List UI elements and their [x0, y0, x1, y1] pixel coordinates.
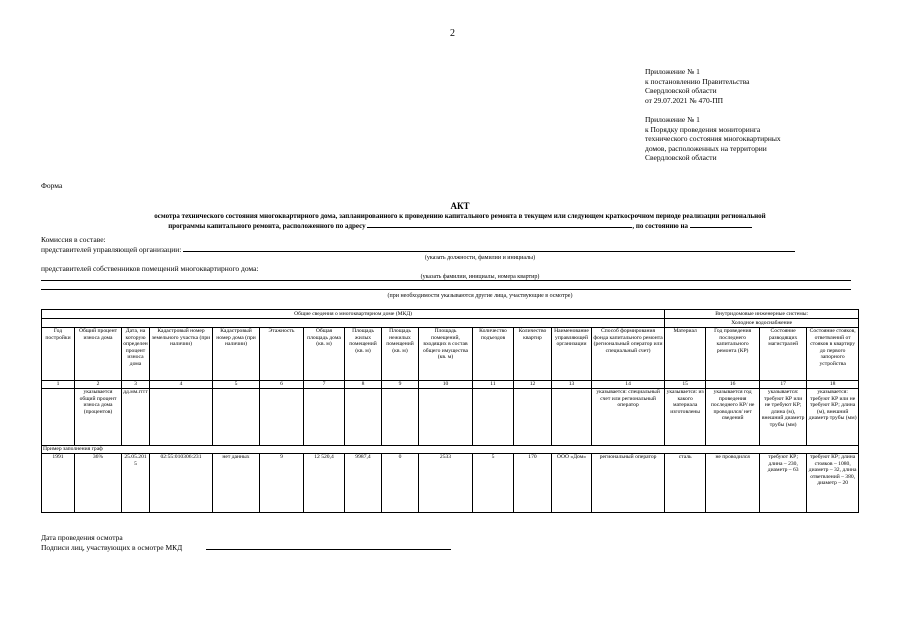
column-number: 16 — [706, 381, 760, 389]
description-cell — [150, 389, 213, 446]
column-number: 9 — [382, 381, 419, 389]
appendix-line: от 29.07.2021 № 470-ПП — [645, 95, 724, 105]
column-number: 11 — [473, 381, 514, 389]
column-header: Год постройки — [42, 328, 75, 381]
org-representatives-label: представителей управляющей организации: — [41, 245, 182, 254]
example-cell: 36% — [75, 454, 122, 513]
inspection-date-label: Дата проведения осмотра — [41, 533, 123, 542]
description-cell — [473, 389, 514, 446]
description-cell: указывается: специальный счет или региональный оператор — [592, 389, 665, 446]
column-header: Количество квартир — [514, 328, 552, 381]
other-persons-hint: (при необходимости указываются другие лица, участвующие в осмотре) — [387, 293, 573, 299]
example-row — [42, 454, 859, 513]
column-number: 12 — [514, 381, 552, 389]
description-cell — [42, 389, 75, 446]
appendix-line: к постановлению Правительства — [645, 76, 750, 86]
description-cell — [419, 389, 473, 446]
column-header: Площадь помещений, входящих в состав общего имущества (кв. м) — [419, 328, 473, 381]
org-representatives-field[interactable] — [183, 251, 795, 252]
column-header: Кадастровый номер земельного участка (при наличии) — [150, 328, 213, 381]
description-cell: указывается: требуют КР или не требуют КР; длина (м), внешний диаметр трубы (мм) — [760, 389, 807, 446]
subgroup-cold-water-header: Холодное водоснабжение — [665, 319, 859, 328]
act-subtitle-address-label: программы капитального ремонта, расположенного по адресу — [168, 221, 366, 230]
column-header: Способ формирования фонда капитального ремонта (региональный оператор или специальный счет) — [592, 328, 665, 381]
column-header: Площадь жилых помещений (кв. м) — [345, 328, 382, 381]
column-header: Общая площадь дома (кв. м) — [304, 328, 345, 381]
description-cell — [213, 389, 260, 446]
description-cell — [514, 389, 552, 446]
column-number-row — [42, 381, 859, 389]
appendix-block — [645, 67, 885, 163]
group-systems-header: Внутридомовые инженерные системы: — [665, 310, 859, 319]
column-header: Общий процент износа дома — [75, 328, 122, 381]
column-header: Дата, на которую определен процент износа дома — [122, 328, 150, 381]
example-cell: 25.05.2015 — [122, 454, 150, 513]
owners-representatives-hint: (указать фамилии, инициалы, номера квартир) — [420, 274, 540, 280]
act-subtitle-date-label: , по состоянию на — [632, 221, 689, 230]
column-header: Состояние разводящих магистралей — [760, 328, 807, 381]
address-field[interactable] — [367, 227, 632, 228]
column-number: 15 — [665, 381, 706, 389]
description-cell — [304, 389, 345, 446]
column-header: Состояние стояков, ответвлений от стояков в квартиру до первого запорного устройства — [807, 328, 859, 381]
column-number: 6 — [260, 381, 304, 389]
signatures-label: Подписи лиц, участвующих в осмотре МКД — [41, 543, 183, 552]
column-number: 14 — [592, 381, 665, 389]
column-number: 7 — [304, 381, 345, 389]
act-subtitle — [40, 212, 880, 231]
column-header: Наименование управляющей организации — [552, 328, 592, 381]
example-cell: 1991 — [42, 454, 75, 513]
example-cell: требуют КР; длина стояков – 1080, диаметр – 32, длина ответвлений – 380, диаметр – 20 — [807, 454, 859, 513]
example-cell: сталь — [665, 454, 706, 513]
description-row — [42, 389, 859, 446]
org-representatives-hint: (указать должности, фамилии и инициалы) — [424, 255, 536, 261]
description-cell — [382, 389, 419, 446]
column-number: 4 — [150, 381, 213, 389]
act-subtitle-line-2 — [40, 222, 880, 232]
column-number: 5 — [213, 381, 260, 389]
column-header: Этажность — [260, 328, 304, 381]
date-field[interactable] — [690, 227, 752, 228]
owners-representatives-field[interactable] — [41, 280, 851, 281]
example-cell: 9 — [260, 454, 304, 513]
description-cell: указывается: требуют КР или не требуют КР; длина (м), внешний диаметр трубы (мм) — [807, 389, 859, 446]
other-persons-field[interactable] — [41, 289, 851, 290]
description-cell: указывается общий процент износа дома (процентов) — [75, 389, 122, 446]
example-cell: 9987,4 — [345, 454, 382, 513]
column-header: Количество подъездов — [473, 328, 514, 381]
signatures-row — [41, 543, 451, 552]
example-cell: нет данных — [213, 454, 260, 513]
column-number: 8 — [345, 381, 382, 389]
example-cell: 0 — [382, 454, 419, 513]
example-label: Пример заполнения граф — [42, 446, 859, 454]
appendix-line: Свердловской области — [645, 153, 717, 162]
example-cell: не проводился — [706, 454, 760, 513]
column-number: 2 — [75, 381, 122, 389]
appendix-line: Приложение № 1 — [645, 115, 700, 124]
column-number: 1 — [42, 381, 75, 389]
form-label: Форма — [41, 181, 63, 190]
example-cell: 2533 — [419, 454, 473, 513]
example-cell: региональный оператор — [592, 454, 665, 513]
group-general-spacer — [42, 319, 665, 328]
description-cell: дд.мм.гггг — [122, 389, 150, 446]
description-cell — [345, 389, 382, 446]
column-header: Площадь нежилых помещений (кв. м) — [382, 328, 419, 381]
column-number: 3 — [122, 381, 150, 389]
column-number: 17 — [760, 381, 807, 389]
example-label-row — [42, 446, 859, 454]
column-number: 18 — [807, 381, 859, 389]
appendix-line: технического состояния многоквартирных — [645, 134, 781, 143]
signatures-field[interactable] — [206, 549, 451, 550]
example-cell: 5 — [473, 454, 514, 513]
page-number: 2 — [450, 28, 455, 39]
description-cell: указывается год проведения последнего КР/ не проводился/ нет сведений — [706, 389, 760, 446]
description-cell: указывается: из какого материала изготовлены — [665, 389, 706, 446]
column-header: Материал — [665, 328, 706, 381]
column-number: 13 — [552, 381, 592, 389]
owners-representatives-label: представителей собственников помещений многоквартирного дома: — [41, 264, 259, 273]
description-cell — [552, 389, 592, 446]
example-cell: 02:55:010306:231 — [150, 454, 213, 513]
inspection-table — [41, 309, 859, 513]
commission-label: Комиссия в составе: — [41, 235, 106, 244]
appendix-line: Приложение № 1 — [645, 67, 700, 76]
column-header: Год проведения последнего капитального ремонта (КР) — [706, 328, 760, 381]
org-representatives-row — [41, 245, 795, 254]
appendix-line: к Порядку проведения мониторинга — [645, 124, 761, 134]
act-title: АКТ — [450, 201, 470, 211]
description-cell — [260, 389, 304, 446]
example-cell: требуют КР; длина – 230, диаметр – 63 — [760, 454, 807, 513]
column-number: 10 — [419, 381, 473, 389]
example-cell: ООО «Дом» — [552, 454, 592, 513]
appendix-line: Свердловской области — [645, 86, 717, 95]
column-header-row — [42, 328, 859, 381]
group-general-header: Общие сведения о многоквартирном доме (МКД) — [42, 310, 665, 319]
example-cell: 170 — [514, 454, 552, 513]
act-subtitle-line-1: осмотра технического состояния многоквартирного дома, запланированного к проведению капитального ремонта в текущем или следующем краткосрочном периоде реализации региональной — [154, 212, 766, 220]
example-cell: 12 520,4 — [304, 454, 345, 513]
appendix-line: домов, расположенных на территории — [645, 143, 767, 153]
column-header: Кадастровый номер дома (при наличии) — [213, 328, 260, 381]
